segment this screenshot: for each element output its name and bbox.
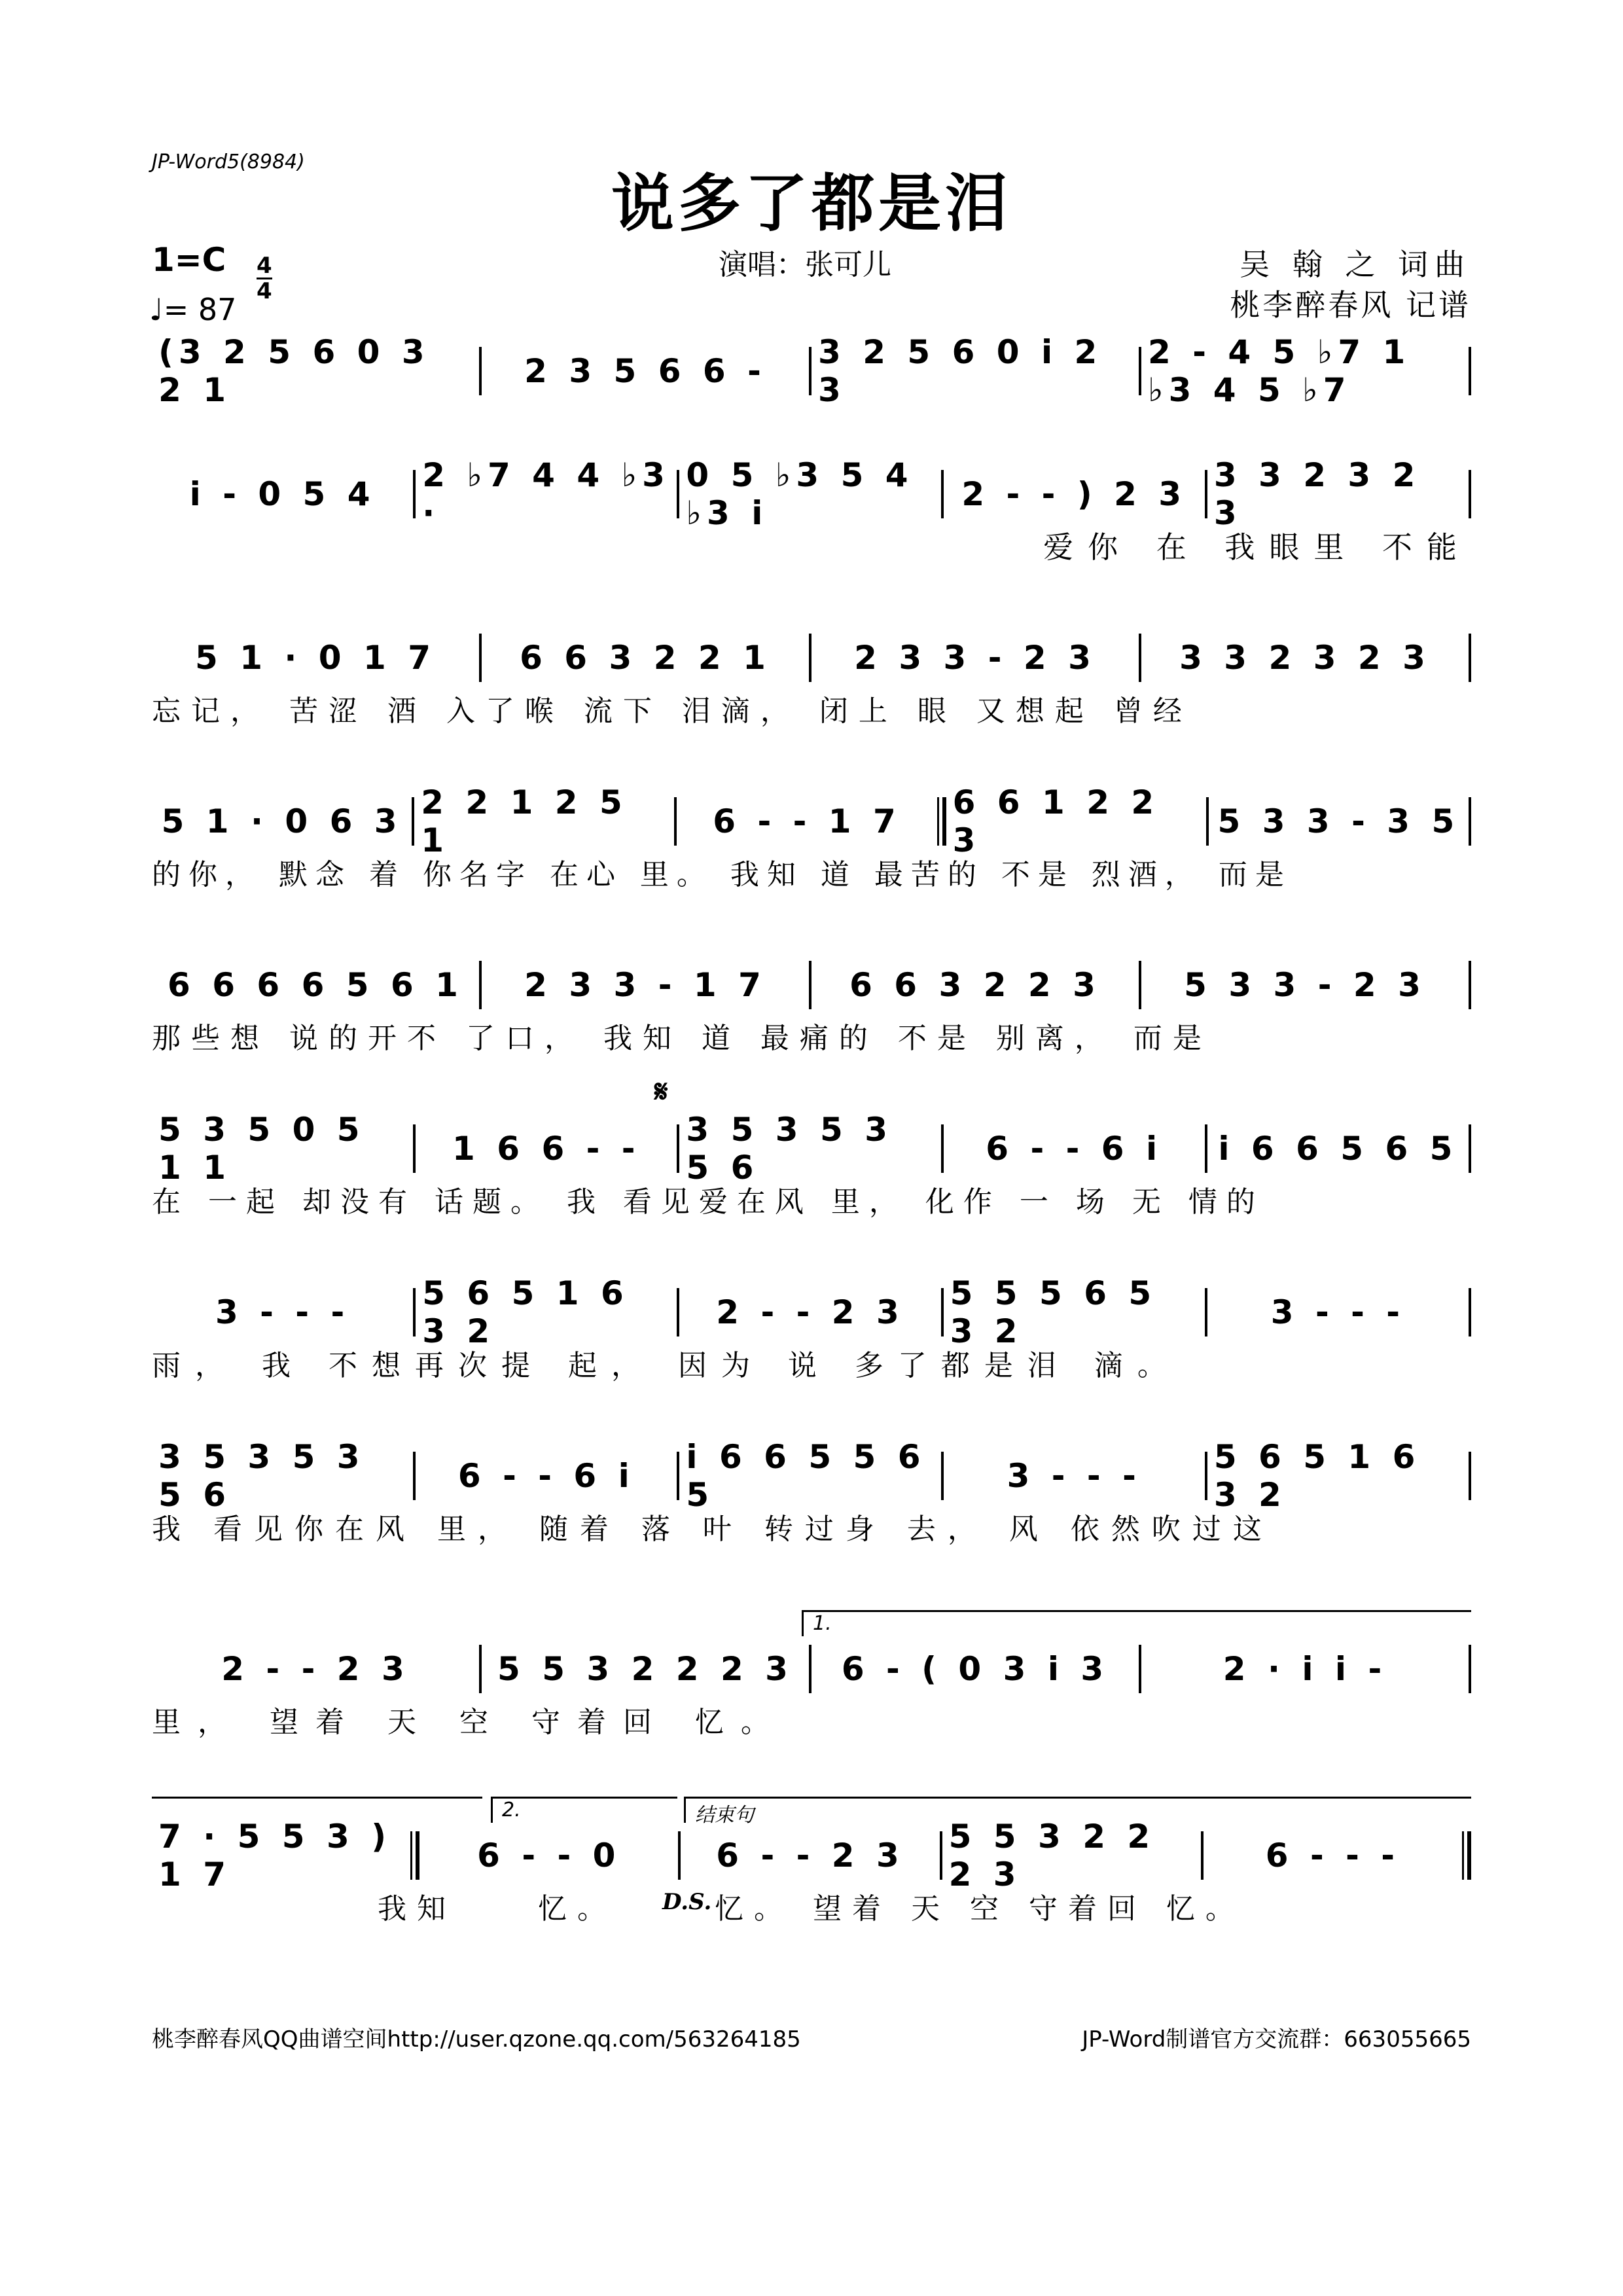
lyric-line: 那些想 说的开不 了口， 我知 道 最痛的 不是 别离， 而是: [152, 1022, 1212, 1055]
measure: 6 - - 1 7: [713, 802, 901, 840]
software-label: JP-Word5(8984): [152, 151, 305, 173]
volta-1-continuation: [152, 1797, 482, 1799]
lyric-line: 忘记， 苦涩 酒 入了喉 流下 泪滴， 闭上 眼 又想起 曾经: [152, 694, 1192, 728]
measure: 7 · 5 5 3 ) 1 7: [158, 1818, 392, 1893]
lyricist-composer-credit: 吴 翰 之 词曲: [1240, 247, 1471, 282]
lyric-line: 我 看见你在风 里， 随着 落 叶 转过身 去， 风 依然吹过这: [152, 1513, 1274, 1546]
score-system-10: [152, 1818, 1471, 1937]
measure: 2 · i i -: [1222, 1650, 1387, 1688]
volta-bracket-2: 2.: [491, 1797, 677, 1823]
measure: 6 - - -: [1265, 1837, 1400, 1874]
dal-segno-marking: D.S.: [662, 1889, 712, 1915]
score-system-6: [152, 1111, 1471, 1230]
measure: 3 5 3 5 3 5 6: [686, 1111, 893, 1187]
measure: (3 2 5 6 0 3 2 1: [158, 333, 430, 409]
measure: 3 - - -: [215, 1293, 350, 1331]
measure: i 6 6 5 5 6 5: [686, 1438, 926, 1514]
lyric-line: 爱你 在 我眼里 不能: [1043, 529, 1471, 565]
measure: 3 - - -: [1270, 1293, 1406, 1331]
measure: i 6 6 5 6 5: [1218, 1130, 1458, 1168]
measure: 2 2 1 2 5 1: [421, 783, 628, 859]
measure: 6 - - 2 3: [716, 1837, 904, 1874]
measure: 2 - - 2 3: [716, 1293, 904, 1331]
measure: 1 6 6 - -: [452, 1130, 641, 1168]
time-signature: [257, 254, 272, 303]
measure: 2 3 5 6 6 -: [524, 352, 766, 390]
measure: 5 6 5 1 6 3 2: [1213, 1438, 1421, 1514]
time-denominator: 4: [257, 278, 272, 304]
measure: 3 3 2 3 2 3: [1213, 456, 1421, 532]
measure: 5 5 3 2 2 2 3: [497, 1650, 793, 1688]
transcriber-credit: 桃李醉春风 记谱: [1230, 287, 1471, 323]
lyric-line: 雨， 我 不想再次提 起， 因为 说 多了都是泪 滴。: [152, 1349, 1181, 1382]
measure: 5 1 · 0 1 7: [195, 639, 436, 677]
measure: 3 - - -: [1007, 1457, 1141, 1495]
volta-bracket-1: 1.: [802, 1610, 1471, 1636]
measure: 3 5 3 5 3 5 6: [158, 1438, 365, 1514]
measure: 0 5 ♭3 5 4 ♭3 i: [686, 456, 914, 532]
measure: 6 6 3 2 2 1: [520, 639, 771, 677]
measure: 2 3 3 - 1 7: [524, 966, 766, 1004]
segno-sign: 𝄋: [654, 1073, 668, 1110]
coda-bracket: 结束句: [684, 1797, 1471, 1823]
measure: 2 - - 2 3: [221, 1650, 410, 1688]
measure: 6 - ( 0 3 i 3: [841, 1650, 1109, 1688]
lyric-line: 在 一起 却没有 话题。 我 看见爱在风 里， 化作 一 场 无 情的: [152, 1185, 1264, 1219]
measure: 5 1 · 0 6 3: [161, 802, 402, 840]
singer-credit: 演唱：张可儿: [719, 248, 891, 281]
measure: i - 0 5 4: [189, 475, 376, 513]
measure: 2 ♭7 4 4 ♭3 ·: [422, 456, 670, 532]
score-system-9: [152, 1640, 1471, 1751]
measure: 5 5 3 2 2 2 3: [948, 1818, 1156, 1893]
lyric-line: [152, 1885, 1471, 1937]
measure: 2 - - ) 2 3: [961, 475, 1187, 513]
measure: 2 - 4 5 ♭7 1 ♭3 4 5 ♭7: [1148, 333, 1411, 409]
score-system-5: [152, 956, 1471, 1067]
time-numerator: 4: [257, 253, 272, 279]
measure: 6 - - 6 i: [986, 1130, 1163, 1168]
measure: 6 6 3 2 2 3: [849, 966, 1101, 1004]
lyric-fragment: 我知: [378, 1892, 456, 1926]
measure: 5 6 5 1 6 3 2: [422, 1274, 629, 1350]
page-title: 说多了都是泪: [611, 166, 1012, 240]
measure: 6 - - 0: [477, 1837, 621, 1874]
lyric-line: 的你， 默念 着 你名字 在心 里。 我知 道 最苦的 不是 烈酒， 而是: [152, 858, 1292, 891]
score-system-8: [152, 1438, 1471, 1558]
measure: 2 3 3 - 2 3: [854, 639, 1096, 677]
measure: 5 3 3 - 3 5: [1217, 802, 1460, 840]
measure: 6 - - 6 i: [457, 1457, 635, 1495]
score-system-3: [152, 628, 1471, 740]
measure: 5 3 5 0 5 1 1: [158, 1111, 365, 1187]
tempo-marking: ♩= 87: [149, 292, 237, 327]
measure: 3 2 5 6 0 i 2 3: [818, 333, 1103, 409]
lyric-fragment: 忆。 望着 天 空 守着回 忆。: [715, 1892, 1245, 1926]
footer-group-info: JP-Word制谱官方交流群：663055665: [1082, 2026, 1471, 2053]
score-system-1: [152, 333, 1471, 453]
score-system-2: [152, 456, 1471, 576]
footer-source-link: 桃李醉春风QQ曲谱空间http://user.qzone.qq.com/563264185: [152, 2026, 801, 2053]
score-system-4: [152, 783, 1471, 903]
measure: 6 6 1 2 2 3: [952, 783, 1160, 859]
lyric-line: 里， 望着 天 空 守着回 忆。: [152, 1706, 787, 1739]
measure: 6 6 6 6 5 6 1: [168, 966, 463, 1004]
key-signature: 1=C: [152, 241, 226, 279]
measure: 5 5 5 6 5 3 2: [950, 1274, 1157, 1350]
lyric-fragment: 忆。: [538, 1892, 616, 1926]
score-system-7: [152, 1274, 1471, 1394]
measure: 3 3 2 3 2 3: [1179, 639, 1431, 677]
measure: 5 3 3 - 2 3: [1184, 966, 1426, 1004]
